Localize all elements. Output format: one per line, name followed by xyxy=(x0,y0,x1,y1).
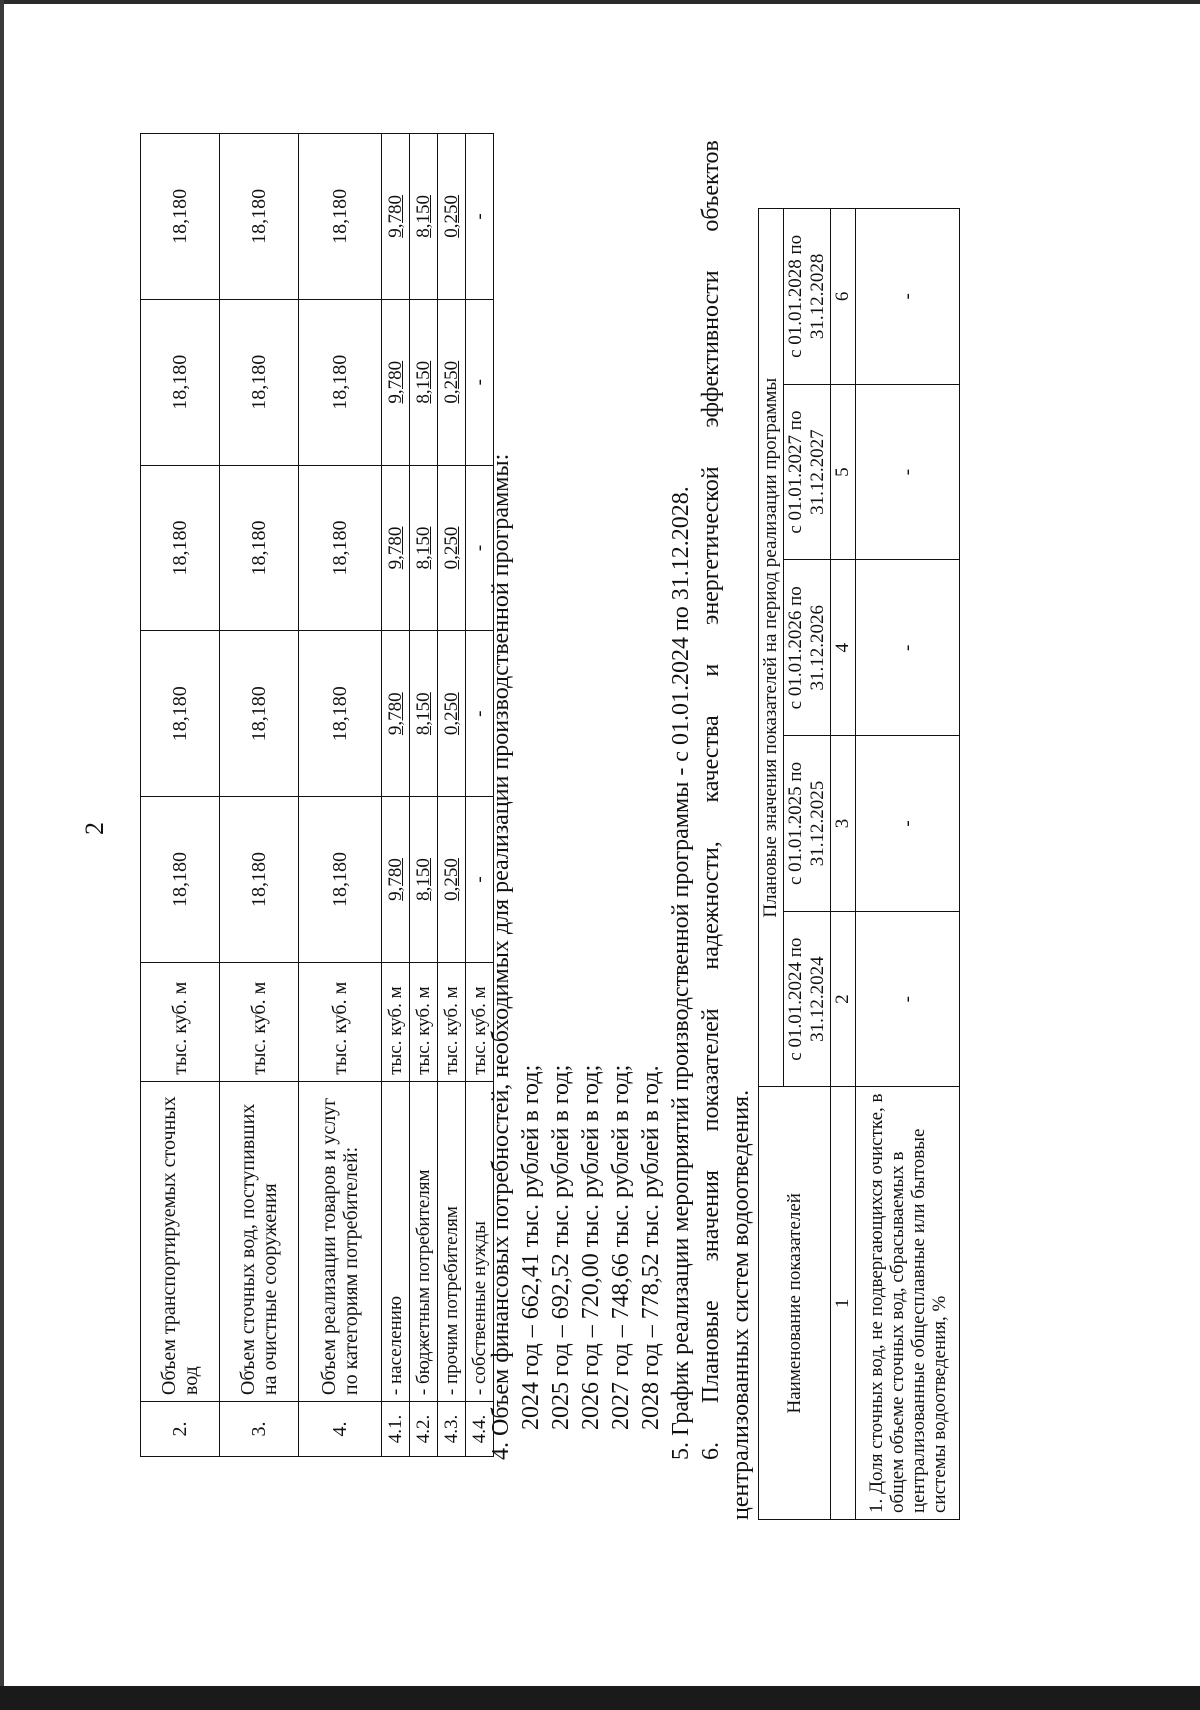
row-value: 18,180 xyxy=(141,631,220,797)
row-value: 18,180 xyxy=(141,134,220,300)
row-value: 9,780 xyxy=(382,465,410,631)
column-number: 3 xyxy=(831,736,856,912)
row-value: 0,250 xyxy=(438,134,466,300)
section-6-word: надежности, xyxy=(698,841,724,970)
group-header: Плановые значения показателей на период реализации программы xyxy=(759,209,784,1087)
indicator-value: - xyxy=(856,209,960,385)
row-value: 8,150 xyxy=(410,797,438,963)
section-6-word: энергетической xyxy=(698,466,724,625)
indicator-value: - xyxy=(856,911,960,1087)
row-number: 4.3. xyxy=(438,1402,466,1457)
row-value: 8,150 xyxy=(410,631,438,797)
period-header: с 01.01.2025 по 31.12.2025 xyxy=(784,736,831,912)
row-value: 18,180 xyxy=(220,299,299,465)
row-name: - бюджетным потребителям xyxy=(410,1081,438,1401)
period-header: с 01.01.2026 по 31.12.2026 xyxy=(784,560,831,736)
row-unit: тыс. куб. м xyxy=(438,962,466,1081)
column-number: 1 xyxy=(831,1087,856,1520)
row-value: - xyxy=(466,299,494,465)
row-number: 4.1. xyxy=(382,1402,410,1457)
row-unit: тыс. куб. м xyxy=(466,962,494,1081)
row-name: Объем сточных вод, поступивших на очистные сооружения xyxy=(220,1081,299,1401)
row-value: 0,250 xyxy=(438,465,466,631)
column-number: 5 xyxy=(831,384,856,560)
table-row xyxy=(382,134,410,1457)
table-row xyxy=(141,134,220,1457)
section-6-word: качества xyxy=(698,715,724,803)
row-value: 8,150 xyxy=(410,465,438,631)
row-name: Объем транспортируемых сточных вод xyxy=(141,1081,220,1401)
section-6-word: значения xyxy=(698,1170,724,1262)
row-value: 18,180 xyxy=(141,797,220,963)
row-unit: тыс. куб. м xyxy=(410,962,438,1081)
table-row xyxy=(410,134,438,1457)
row-value: 0,250 xyxy=(438,631,466,797)
table-row xyxy=(220,134,299,1457)
row-value: - xyxy=(466,134,494,300)
page-number: 2 xyxy=(80,822,109,835)
column-number: 6 xyxy=(831,209,856,385)
indicator-value: - xyxy=(856,384,960,560)
row-value: 18,180 xyxy=(220,797,299,963)
name-header: Наименование показателей xyxy=(759,1087,831,1520)
row-unit: тыс. куб. м xyxy=(141,962,220,1081)
row-value: 8,150 xyxy=(410,134,438,300)
row-value: 9,780 xyxy=(382,797,410,963)
table-row xyxy=(438,134,466,1457)
row-value: 8,150 xyxy=(410,299,438,465)
period-header: с 01.01.2027 по 31.12.2027 xyxy=(784,384,831,560)
row-unit: тыс. куб. м xyxy=(299,962,382,1081)
row-value: 0,250 xyxy=(438,299,466,465)
row-value: 18,180 xyxy=(141,465,220,631)
row-value: 18,180 xyxy=(220,134,299,300)
row-number: 2. xyxy=(141,1402,220,1457)
section-5-schedule: 5. График реализации мероприятий производственной программы - с 01.01.2024 по 31.12.2028. xyxy=(668,486,694,1460)
indicator-name: 1. Доля сточных вод, не подвергающихся очистке, в общем объеме сточных вод, сбрасываемых в централизованные общесплавные или бытовые системы водоотведения, % xyxy=(856,1087,960,1520)
finance-line: 2027 год – 748,66 тыс. рублей в год; xyxy=(608,1064,634,1430)
row-name: - собственные нужды xyxy=(466,1081,494,1401)
section-6-word: 6. xyxy=(698,1442,724,1460)
section-6-word: показателей xyxy=(698,1008,724,1132)
finance-line: 2028 год – 778,52 тыс. рублей в год. xyxy=(638,1065,664,1430)
row-unit: тыс. куб. м xyxy=(220,962,299,1081)
column-number: 4 xyxy=(831,560,856,736)
row-number: 4.2. xyxy=(410,1402,438,1457)
finance-line: 2025 год – 692,52 тыс. рублей в год; xyxy=(548,1064,574,1430)
column-number: 2 xyxy=(831,911,856,1087)
row-value: 18,180 xyxy=(299,631,382,797)
row-value: - xyxy=(466,465,494,631)
row-number: 4.4. xyxy=(466,1402,494,1457)
section-6-word: эффективности xyxy=(698,270,724,428)
row-name: Объем реализации товаров и услуг по категориям потребителей: xyxy=(299,1081,382,1401)
row-value: - xyxy=(466,631,494,797)
section-6-line-2: централизованных систем водоотведения. xyxy=(728,1089,754,1520)
row-value: 18,180 xyxy=(141,299,220,465)
row-value: 18,180 xyxy=(220,465,299,631)
row-value: 18,180 xyxy=(299,299,382,465)
row-value: 18,180 xyxy=(299,465,382,631)
indicator-value: - xyxy=(856,560,960,736)
section-6-word: Плановые xyxy=(698,1300,724,1404)
period-header: с 01.01.2024 по 31.12.2024 xyxy=(784,911,831,1087)
volume-table xyxy=(140,133,494,1457)
row-value: 9,780 xyxy=(382,299,410,465)
finance-line: 2026 год – 720,00 тыс. рублей в год; xyxy=(578,1064,604,1430)
row-unit: тыс. куб. м xyxy=(382,962,410,1081)
row-name: - прочим потребителям xyxy=(438,1081,466,1401)
section-6-word: и xyxy=(698,663,724,677)
table-row xyxy=(299,134,382,1457)
section-6-word: объектов xyxy=(698,140,724,232)
finance-line: 2024 год – 662,41 тыс. рублей в год; xyxy=(518,1064,544,1430)
indicators-table xyxy=(758,208,960,1520)
row-value: 9,780 xyxy=(382,631,410,797)
section-4-heading: 4. Объем финансовых потребностей, необходимых для реализации производственной программы: xyxy=(488,453,514,1460)
period-header: с 01.01.2028 по 31.12.2028 xyxy=(784,209,831,385)
row-value: 18,180 xyxy=(299,134,382,300)
row-name: - населению xyxy=(382,1081,410,1401)
row-value: 18,180 xyxy=(220,631,299,797)
row-value: 0,250 xyxy=(438,797,466,963)
section-6-line-1 xyxy=(696,140,726,1460)
row-value: 9,780 xyxy=(382,134,410,300)
row-value: - xyxy=(466,797,494,963)
row-number: 4. xyxy=(299,1402,382,1457)
indicator-value: - xyxy=(856,736,960,912)
row-value: 18,180 xyxy=(299,797,382,963)
row-number: 3. xyxy=(220,1402,299,1457)
